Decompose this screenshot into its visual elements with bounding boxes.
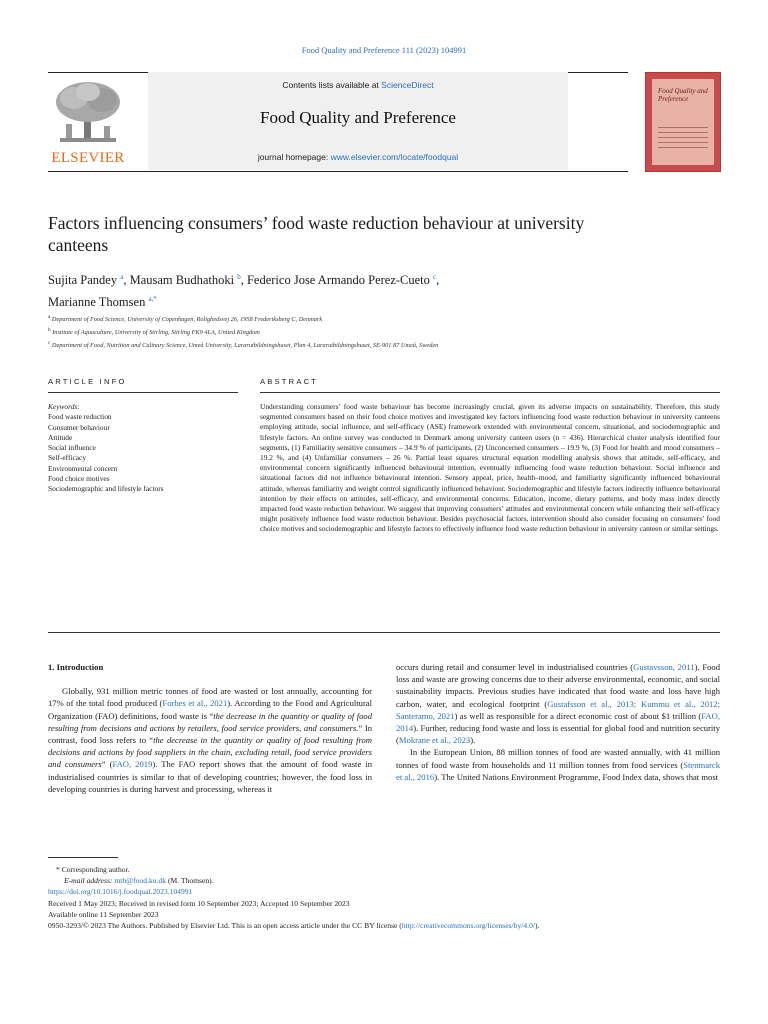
affiliation: Institute of Aquaculture, University of Stirling, Stirling FK9 4LA, United Kingdom	[52, 329, 260, 337]
author-name[interactable]: Sujita Pandey	[48, 273, 118, 288]
citation-link[interactable]: Mokrane et al., 2023	[398, 735, 471, 746]
journal-homepage-link[interactable]: www.elsevier.com/locate/foodqual	[330, 152, 459, 162]
homepage-line: journal homepage: www.elsevier.com/locate/foodqual	[257, 152, 459, 162]
keywords-label: Keywords:	[48, 402, 80, 411]
journal-cover-image	[645, 72, 721, 172]
cover-title: Food Quality and Preference	[658, 87, 708, 103]
section-heading: 1. Introduction	[48, 662, 104, 672]
journal-citation-link[interactable]: Food Quality and Preference 111 (2023) 104991	[301, 45, 467, 55]
body-column-right	[396, 661, 720, 783]
abstract-text: Understanding consumers’ food waste behaviour has become increasingly crucial, given its adverse impacts on sustainability. Therefore, this study segmented consumers based on their food choice motives and investigated key factors influencing food waste reduction behaviour in university canteens employing attitude, social influence, and self-efficacy (ASE) framework extended with environmental concern, situational, and sociodemographic and lifestyle factors. An online survey was conducted in Denmark among university canteen users (n = 436). Hierarchical cluster analysis identified four segments, (1) Familiarity sensitive consumers – 34.9 % of participants, (2) Unconcerned consumers – 19.9 %, (3) Food for health and mood consumers – 19.2 %, and (4) Unfamiliar consumers – 26 %. Partial least squares structural equation modelling analysis shows that attitude, self-efficacy, and environmental concern significantly influenced behavioural intention, eventually influencing food waste reduction behaviour. Social influence and situational factors did not influence behavioural intention. Sensory appeal, price, health–mood, and familiarity significantly influenced behavioural attitude, whereas familiarity and weight control significantly influenced behaviour. Sociodemographic and lifestyle factors indirectly influence behavioural intention by their effects on attitudes, self-efficacy, and environmental concerns. Education, income, dietary patterns, and body mass index directly impacted food waste reduction behaviour. We suggest that improving consumers’ attitudes and environmental concern while enhancing their self-efficacy might positively influence food waste reduction behaviour. Besides psychosocial factors, intervention should also consider focusing on consumers’ food choice motives and sociodemographic and lifestyle factors to effectively influence food waste reduction behaviour in university canteen or similar settings.	[260, 402, 720, 534]
author-name[interactable]: Mausam Budhathoki	[129, 273, 235, 288]
sciencedirect-link[interactable]: ScienceDirect	[381, 80, 434, 90]
footnote-divider	[48, 857, 118, 858]
keywords-block	[48, 402, 238, 495]
affiliation-marker[interactable]: b	[237, 273, 241, 281]
citation-link[interactable]: Gustavsson, 2011	[633, 662, 695, 672]
corresponding-author-note: * Corresponding author.	[56, 865, 130, 874]
keyword: Environmental concern	[48, 463, 118, 473]
keyword: Sociodemographic and lifestyle factors	[48, 484, 164, 494]
article-title: Factors influencing consumers’ food waste reduction behaviour at university canteens	[48, 213, 585, 255]
affiliations: $^a$ Department of Food Science, University of Copenhagen, Rolighedsvej 26, 1958 Frederiksberg C, Denmark $^b$ Institute of Aquaculture, University of Stirling, Stirling FK9 4LA, United Kingdom $^c$ Department of Food, Nutrition and Culinary Science, Umeå University, Lararutbildningshuset, Plan 4, Lararutbildningshuset, SE-901 87 Umeå, Sweden	[48, 314, 439, 350]
citation-link[interactable]: Forbes et al., 2021	[162, 698, 228, 709]
citation-link[interactable]: FAO, 2014	[396, 710, 720, 734]
journal-title: Food Quality and Preference	[260, 108, 456, 127]
author-name[interactable]: Federico Jose Armando Perez-Cueto	[246, 273, 430, 288]
divider	[48, 392, 238, 393]
keyword: Food waste reduction	[48, 412, 112, 422]
author-name[interactable]: Marianne Thomsen	[48, 295, 146, 310]
email-link[interactable]: mth@food.ku.dk	[114, 876, 167, 886]
paragraph: Globally, 931 million metric tonnes of food are wasted or lost annually, accounting for 17% of the total food produced (Forbes et al., 2021). According to the Food and Agricultural Organization (FAO) definitions, food waste is “the decrease in the quantity or quality of food resulting from decisions and actions by retailers, food service providers, and consumers.” In contrast, food loss refers to “the decrease in the quantity or quality of food resulting from decisions and actions by food suppliers in the chain, excluding retail, food service providers and consumers” (FAO, 2019). The FAO report shows that the amount of food waste in industrialised countries is similar to that of developing countries; however, the food loss in developing countries is during harvest and processing, whereas it	[48, 686, 373, 794]
elsevier-wordmark: ELSEVIER	[51, 150, 125, 166]
keyword: Food choice motives	[48, 474, 110, 484]
paragraph: occurs during retail and consumer level in industrialised countries (Gustavsson, 2011). Food loss and waste are growing concerns due to their adverse environmental, economic, and social sustainability impacts. Previous studies have indicated that food waste and loss have high carbon, water, and ecological footprint (Gustafsson et al., 2013; Kummu et al., 2012; Santeramo, 2021) as well as responsible for a direct economic cost of about $1 trillion (FAO, 2014). Further, reducing food waste and loss is essential for global food and nutrition security (Mokrane et al., 2023).	[396, 662, 720, 746]
elsevier-logo	[48, 80, 128, 166]
cover-decoration	[658, 127, 708, 152]
footnotes	[48, 864, 728, 931]
author-list: Sujita Pandey $^a$, Mausam Budhathoki $^b$, Federico Jose Armando Perez-Cueto $^c$, Marianne Thomsen $^{a,*}$	[48, 273, 440, 310]
affiliation-marker[interactable]: a,*	[148, 295, 157, 304]
keyword: Social influence	[48, 443, 96, 453]
contents-line: Contents lists available at ScienceDirect	[282, 80, 434, 90]
received-dates: Received 1 May 2023; Received in revised form 10 September 2023; Accepted 10 September 2023	[48, 898, 350, 908]
keyword: Attitude	[48, 432, 73, 442]
doi-link[interactable]: https://doi.org/10.1016/j.foodqual.2023.104991	[48, 887, 193, 897]
email-line: E-mail address: mth@food.ku.dk (M. Thomsen).	[64, 876, 214, 886]
article-info-heading: ARTICLE INFO	[48, 377, 127, 386]
elsevier-tree-icon	[50, 80, 126, 146]
citation-link[interactable]: Stenmarck et al., 2016	[396, 759, 720, 782]
keyword: Self-efficacy	[48, 453, 87, 463]
license-link[interactable]: http://creativecommons.org/licenses/by/4.0/	[401, 921, 535, 931]
affiliation: Department of Food Science, University of Copenhagen, Rolighedsvej 26, 1958 Frederiksberg C, Denmark	[51, 316, 323, 324]
journal-header-center	[148, 72, 568, 170]
paragraph: In the European Union, 88 million tonnes of food are wasted annually, with 41 million tonnes of food waste from households and 11 million tonnes from food services (Stenmarck et al., 2016). The United Nations Environment Programme, Food Index data, shows that most	[396, 747, 720, 782]
keyword: Consumer behaviour	[48, 422, 110, 432]
affiliation: Department of Food, Nutrition and Culinary Science, Umeå University, Lararutbildningshuset, Plan 4, Lararutbildningshuset, SE-901 87 Umeå, Sweden	[51, 342, 439, 350]
citation-link[interactable]: Gustafsson et al., 2013; Kummu et al., 2012; Santeramo, 2021	[396, 698, 720, 721]
abstract-heading: ABSTRACT	[260, 377, 319, 386]
body-column-left	[48, 661, 372, 795]
affiliation-marker[interactable]: a	[120, 273, 124, 281]
citation-link[interactable]: FAO, 2019	[112, 759, 153, 770]
divider	[260, 392, 720, 393]
divider	[48, 632, 720, 633]
license-line: 0950-3293/© 2023 The Authors. Published by Elsevier Ltd. This is an open access article under the CC BY license (http://creativecommons.org/licenses/by/4.0/).	[48, 921, 540, 931]
affiliation-marker[interactable]: c	[433, 273, 437, 281]
available-online: Available online 11 September 2023	[48, 909, 159, 919]
